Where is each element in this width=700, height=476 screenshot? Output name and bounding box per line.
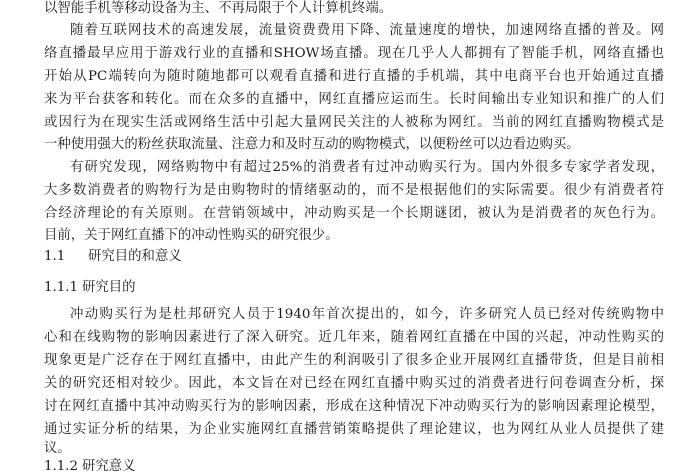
section-heading-1-1-1 [44, 279, 136, 297]
section-heading-1-1-2 [44, 458, 136, 476]
paragraph-line: 络直播最早应用于游戏行业的直播和SHOW场直播。现在几乎人人都拥有了智能手机，网络直播也 [44, 46, 664, 61]
section-heading-1-1 [44, 248, 182, 266]
section-title: 研究意义 [82, 459, 136, 474]
section-number: 1.1.2 [44, 459, 79, 474]
paragraph-line: 大多数消费者的购物行为是由购物时的情绪驱动的，而不是根据他们的实际需要。很少有消费者符 [44, 183, 664, 198]
paragraph-line: 议。 [44, 441, 71, 456]
paragraph-line: 以智能手机等移动设备为主、不再局限于个人计算机终端。 [44, 1, 393, 16]
paragraph-line: 目前，关于网红直播下的冲动性购买的研究很少。 [44, 228, 339, 243]
section-title: 研究目的 [82, 280, 136, 295]
section-title: 研究目的和意义 [88, 249, 182, 264]
section-number: 1.1.1 [44, 280, 79, 295]
paragraph-line: 开始从PC端转向为随时随地都可以观看直播和进行直播的手机端，其中电商平台也开始通过直播 [44, 69, 664, 84]
paragraph-line: 关的研究还相对较少。因此，本文旨在对已经在网红直播中购买过的消费者进行问卷调查分析，探 [44, 376, 664, 391]
paragraph-line: 来为平台获客和转化。而在众多的直播中，网红直播应运而生。长时间输出专业知识和推广的人们 [44, 92, 664, 107]
paragraph-line: 冲动购买行为是杜邦研究人员于1940年首次提出的，如今，许多研究人员已经对传统购物中 [70, 307, 664, 322]
paragraph-line: 一种使用强大的粉丝获取流量、注意力和及时互动的购物模式，以便粉丝可以边看边购买。 [44, 137, 580, 152]
paragraph-line: 或因行为在现实生活或网络生活中引起大量网民关注的人被称为网红。当前的网红直播购物模式是 [44, 115, 664, 130]
paragraph-line: 现象更是广泛存在于网红直播中，由此产生的利润吸引了很多企业开展网红直播带货，但是目前相 [44, 353, 664, 368]
paragraph-line: 通过实证分析的结果，为企业实施网红直播营销策略提供了理论建议，也为网红从业人员提供了建 [44, 422, 664, 437]
paragraph-line: 讨在网红直播中其冲动购买行为的影响因素，形成在这种情况下冲动购买行为的影响因素理论模型， [44, 399, 664, 414]
paragraph-line: 随着互联网技术的高速发展，流量资费费用下降、流量速度的增快，加速网络直播的普及。网 [70, 23, 664, 38]
paragraph-line: 有研究发现，网络购物中有超过25%的消费者有过冲动购买行为。国内外很多专家学者发现， [70, 160, 664, 175]
section-number: 1.1 [44, 249, 66, 264]
paragraph-line: 合经济理论的有关原则。在营销领域中，冲动购买是一个长期谜团，被认为是消费者的灰色行为。 [44, 206, 664, 221]
paragraph-line: 心和在线购物的影响因素进行了深入研究。近几年来，随着网红直播在中国的兴起，冲动性购买的 [44, 330, 664, 345]
